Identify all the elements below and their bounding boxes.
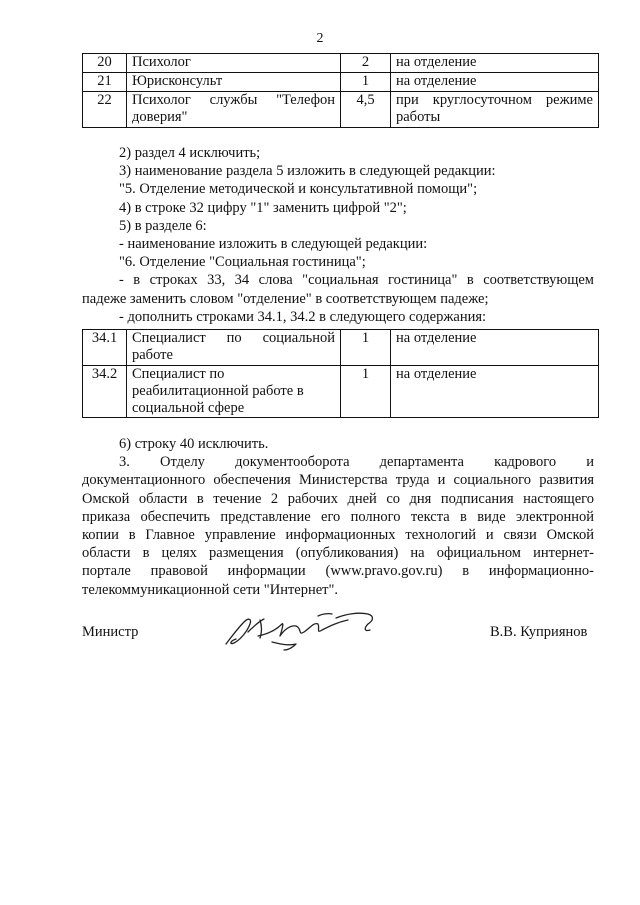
paragraph-line: Омской области в течение 2 рабочих дней со дня подписания настоящего xyxy=(82,490,594,507)
table-row xyxy=(83,54,599,73)
paragraph: 4) в строке 32 цифру "1" заменить цифрой "2"; xyxy=(119,199,407,216)
positions-table-1 xyxy=(82,53,599,128)
paragraph: 2) раздел 4 исключить; xyxy=(119,145,261,161)
paragraph: 5) в разделе 6: xyxy=(119,217,207,234)
paragraph-line: портале правовой информации (www.pravo.gov.ru) в информационно- xyxy=(82,563,594,580)
position-name xyxy=(127,366,341,418)
position-name: Юрисконсульт xyxy=(127,73,341,92)
row-number: 21 xyxy=(83,73,127,92)
position-qty: 4,5 xyxy=(341,92,391,128)
paragraph: "5. Отделение методической и консультативной помощи"; xyxy=(119,181,478,198)
amendments-text xyxy=(82,144,594,326)
signatory-title: Министр xyxy=(82,624,139,640)
position-note: на отделение xyxy=(391,330,599,366)
paragraph-line: 3. Отделу документооборота департамента кадрового и xyxy=(119,454,594,471)
position-note-line: при круглосуточном режиме xyxy=(396,92,593,108)
position-name-line: реабилитационной работе в xyxy=(132,383,304,399)
paragraph: - в строках 33, 34 слова "социальная гостиница" в соответствующем xyxy=(119,272,594,289)
position-name-line: Специалист по социальной xyxy=(132,330,335,346)
position-note: на отделение xyxy=(391,366,599,418)
paragraph-line: телекоммуникационной сети "Интернет". xyxy=(82,581,339,598)
position-note xyxy=(391,92,599,128)
position-name-line: Психолог службы "Телефон xyxy=(132,92,335,108)
positions-table-2 xyxy=(82,329,599,418)
position-qty: 1 xyxy=(341,73,391,92)
position-name-line: Специалист по xyxy=(132,366,225,382)
handwritten-signature xyxy=(218,608,388,654)
paragraph: падеже заменить словом "отделение" в соответствующем падеже; xyxy=(82,290,489,307)
paragraph: - наименование изложить в следующей редакции: xyxy=(119,236,428,253)
position-name xyxy=(127,330,341,366)
paragraph: 6) строку 40 исключить. xyxy=(119,436,269,452)
position-qty: 1 xyxy=(341,366,391,418)
position-name-line: социальной сфере xyxy=(132,400,245,416)
table-row xyxy=(83,92,599,128)
position-name xyxy=(127,92,341,128)
position-qty: 1 xyxy=(341,330,391,366)
paragraph: "6. Отделение "Социальная гостиница"; xyxy=(119,254,366,271)
table-row xyxy=(83,330,599,366)
page-number: 2 xyxy=(316,31,324,46)
table-row xyxy=(83,366,599,418)
position-name-line: доверия" xyxy=(132,109,188,125)
paragraph-line: копии в Главное управление информационных технологий и связи Омской xyxy=(82,527,594,544)
row-number: 20 xyxy=(83,54,127,73)
position-note: на отделение xyxy=(391,73,599,92)
row-number: 34.1 xyxy=(83,330,127,366)
signatory-name: В.В. Куприянов xyxy=(490,624,588,640)
position-note: на отделение xyxy=(391,54,599,73)
row-number: 34.2 xyxy=(83,366,127,418)
row-number: 22 xyxy=(83,92,127,128)
position-note-line: работы xyxy=(396,109,441,125)
order-clause-text xyxy=(82,435,594,599)
paragraph-line: приказа обеспечить представление его полного текста в виде электронной xyxy=(82,508,594,525)
paragraph: - дополнить строками 34.1, 34.2 в следующего содержания: xyxy=(119,308,487,325)
paragraph-line: области в целях размещения (опубликования) на официальном интернет- xyxy=(82,545,594,562)
table-row xyxy=(83,73,599,92)
paragraph: 3) наименование раздела 5 изложить в следующей редакции: xyxy=(119,163,496,180)
position-name: Психолог xyxy=(127,54,341,73)
paragraph-line: документационного обеспечения Министерства труда и социального развития xyxy=(82,472,594,489)
position-qty: 2 xyxy=(341,54,391,73)
position-name-line: работе xyxy=(132,347,173,363)
